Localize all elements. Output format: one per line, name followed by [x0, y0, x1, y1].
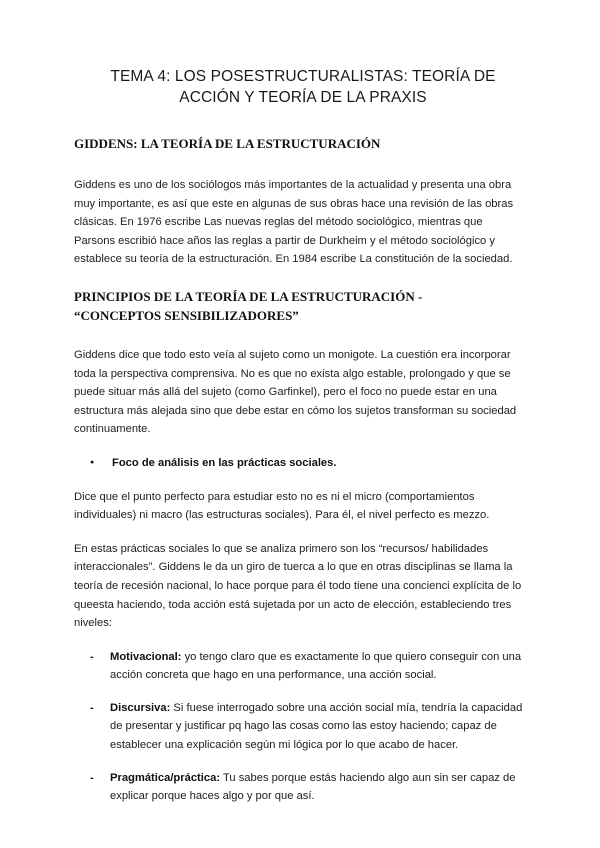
- level-term: Motivacional:: [110, 650, 182, 663]
- dash-icon: -: [90, 771, 94, 784]
- bullet-item-practicas: [74, 454, 526, 473]
- section-heading-principios: PRINCIPIOS DE LA TEORÍA DE LA ESTRUCTURACIÓN - “CONCEPTOS SENSIBILIZADORES”: [74, 288, 423, 323]
- dash-icon: -: [90, 701, 94, 714]
- paragraph-mezzo: Dice que el punto perfecto para estudiar esto no es ni el micro (comportamientos individuales) ni macro (las estructuras sociales). Para él, el nivel perfecto es mezzo.: [74, 490, 490, 522]
- level-term: Pragmática/práctica:: [110, 771, 221, 784]
- section-heading-giddens: GIDDENS: LA TEORÍA DE LA ESTRUCTURACIÓN: [74, 136, 381, 151]
- paragraph-monigote: Giddens dice que todo esto veía al sujeto como un monigote. La cuestión era incorporar toda la perspectiva comprensiva. No es que no exista algo estable, prolongado y que se puede situar más allá del sujeto (como Garfinkel), pero el foco no puede estar en una estructura más alejada sino que debe estar en cómo los sujetos transforman su sociedad continuamente.: [74, 348, 517, 436]
- dash-icon: -: [90, 650, 94, 663]
- bullet-dot-icon: ●: [90, 458, 95, 466]
- paragraph-recursos: En estas prácticas sociales lo que se analiza primero son los “recursos/ habilidades interaccionales”. Giddens le da un giro de tuerca a lo que en otras disciplinas se llama la teoría de recesión nacional, lo hace porque para él todo tiene una concienci explícita de lo queesta haciendo, toda acción está sujetada por un acto de elección, estableciendo tres niveles:: [74, 542, 522, 630]
- bullet-text: Foco de análisis en las prácticas sociales.: [112, 456, 337, 469]
- level-body: [110, 648, 526, 685]
- level-text: yo tengo claro que es exactamente lo que quiero conseguir con una acción concreta que hago en una performance, una acción social.: [110, 650, 522, 682]
- level-text: Si fuese interrogado sobre una acción social mía, tendría la capacidad de presentar y justificar pq hago las cosas como las estoy haciendo; capaz de establecer una explicación según mi lógica por lo que acabo de hacer.: [110, 701, 523, 752]
- level-body: [110, 769, 526, 806]
- level-body: [110, 699, 526, 755]
- document-title: [80, 66, 526, 108]
- level-item-discursiva: [74, 699, 526, 755]
- level-text: Tu sabes porque estás haciendo algo aun sin ser capaz de explicar porque haces algo y por que así.: [110, 771, 516, 803]
- level-item-pragmatica: [74, 769, 526, 806]
- title-line-1: TEMA 4: LOS POSESTRUCTURALISTAS: TEORÍA DE: [110, 68, 496, 85]
- level-term: Discursiva:: [110, 701, 171, 714]
- title-line-2: ACCIÓN Y TEORÍA DE LA PRAXIS: [179, 89, 427, 106]
- paragraph-intro: Giddens es uno de los sociólogos más importantes de la actualidad y presenta una obra muy importante, es así que este en algunas de sus obras hace una revisión de las obras clásicas. En 1976 escribe Las nuevas reglas del método sociológico, mientras que Parsons escribió hace años las reglas a partir de Durkheim y el método sociológico y establece su teoría de la estructuración. En 1984 escribe La constitución de la sociedad.: [74, 179, 514, 266]
- level-item-motivacional: [74, 648, 526, 685]
